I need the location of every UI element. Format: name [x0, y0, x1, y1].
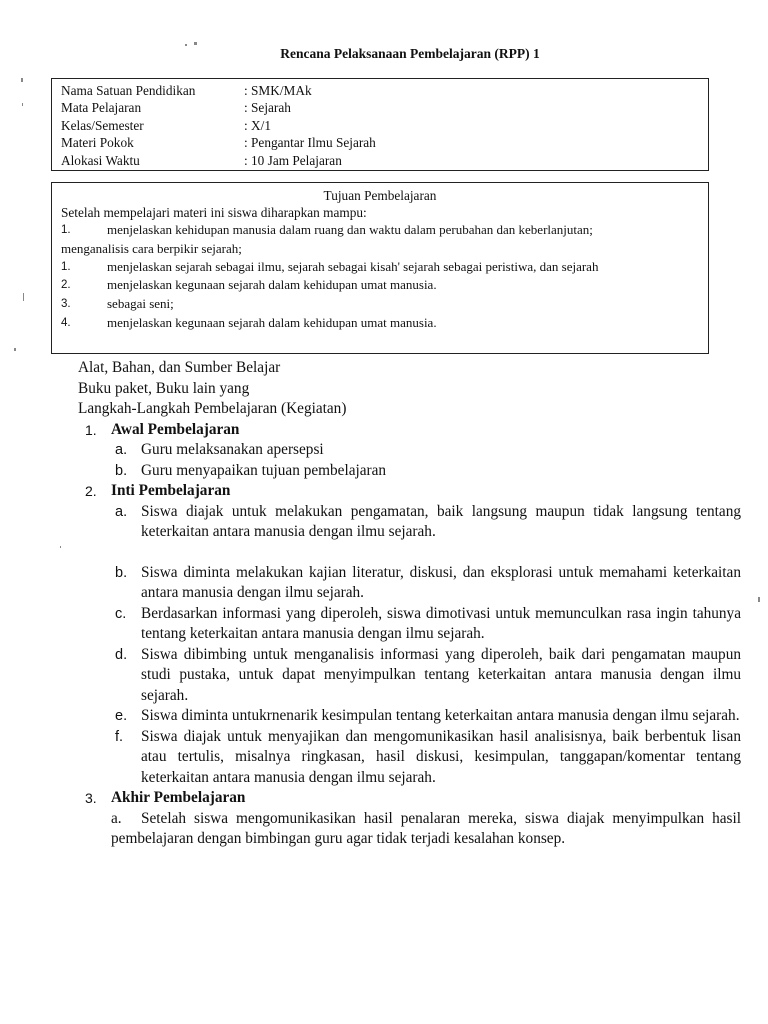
identity-value: : X/1 — [244, 117, 271, 133]
item-letter: d. — [115, 646, 128, 663]
list-item — [115, 563, 741, 604]
item-text: Siswa dibimbing untuk menganalisis informasi yang diperoleh, baik dari pengamatan maupun studi pustaka, untuk dapat menyimpulkan tentang keterkaitan antara manusia dengan ilmu sejarah. — [141, 645, 741, 704]
identity-value: : SMK/MAk — [244, 83, 312, 98]
steps-heading: Langkah-Langkah Pembelajaran (Kegiatan) — [78, 400, 347, 417]
identity-value: : Pengantar Ilmu Sejarah — [244, 135, 376, 151]
identity-row-school — [61, 82, 699, 99]
identity-table — [51, 78, 709, 171]
section-title: Awal Pembelajaran — [111, 420, 240, 438]
item-text: Siswa diajak untuk melakukan pengamatan, baik langsung maupun tidak langsung tentang keterkaitan antara manusia dengan ilmu sejarah. — [141, 502, 741, 540]
scan-speck — [21, 78, 23, 82]
objective-text: menjelaskan sejarah sebagai ilmu, sejarah sebagai kisah' sejarah sebagai peristiwa, dan sejarah — [107, 258, 599, 274]
item-letter: b. — [115, 462, 128, 479]
scan-speck — [22, 103, 23, 106]
objectives-box — [51, 182, 709, 354]
identity-label: Mata Pelajaran — [61, 100, 142, 116]
scan-speck — [14, 348, 16, 351]
item-letter: a. — [115, 442, 128, 458]
item-letter: c. — [115, 605, 127, 622]
identity-label: Nama Satuan Pendidikan — [61, 83, 196, 98]
list-item — [115, 440, 741, 461]
item-letter: e. — [115, 708, 128, 724]
scan-speck — [23, 293, 24, 301]
page-title: Rencana Pelaksanaan Pembelajaran (RPP) 1 — [280, 46, 540, 61]
item-text: Siswa diajak untuk menyajikan dan mengomunikasikan hasil analisisnya, baik berbentuk lisan atau tertulis, misalnya ringkasan, hasil diskusi, kesimpulan, tanggapan/komentar tentang keterkaitan antara manusia dengan ilmu sejarah. — [141, 727, 741, 786]
item-letter: a. — [111, 809, 122, 827]
objective-text: menjelaskan kegunaan sejarah dalam kehidupan umat manusia. — [107, 314, 437, 330]
section-heading — [85, 420, 741, 441]
objective-number: 2. — [61, 279, 71, 292]
item-letter: b. — [115, 564, 128, 581]
spacer — [78, 543, 741, 563]
section-heading — [85, 788, 741, 809]
objective-item — [61, 276, 699, 295]
list-item — [115, 502, 741, 543]
resources-heading: Alat, Bahan, dan Sumber Belajar — [78, 359, 281, 376]
list-item — [115, 706, 741, 727]
lesson-body — [78, 358, 741, 850]
item-text: Berdasarkan informasi yang diperoleh, siswa dimotivasi untuk memunculkan rasa ingin tahunya tentang keterkaitan antara manusia dengan ilmu sejarah. — [141, 604, 741, 642]
item-text: Guru melaksanakan apersepsi — [141, 441, 324, 458]
objective-item — [61, 295, 699, 314]
section-title: Akhir Pembelajaran — [111, 789, 246, 806]
item-text: Setelah siswa mengomunikasikan hasil penalaran mereka, siswa diajak menyimpulkan hasil pembelajaran dengan bimbingan guru agar tidak terjadi kesalahan konsep. — [111, 809, 741, 847]
objective-number: 4. — [61, 316, 71, 329]
section-number: 1. — [85, 421, 97, 438]
section-heading — [85, 481, 741, 502]
objectives-heading: Tujuan Pembelajaran — [323, 188, 437, 203]
objective-item — [61, 221, 699, 240]
objective-text: menjelaskan kehidupan manusia dalam ruang dan waktu dalam perubahan dan keberlanjutan; — [107, 222, 593, 237]
section-number: 3. — [85, 790, 97, 806]
objective-number: 1. — [61, 224, 71, 236]
list-item — [115, 727, 741, 789]
objective-text: menjelaskan kegunaan sejarah dalam kehidupan umat manusia. — [107, 277, 437, 293]
list-item — [115, 461, 741, 482]
objective-item — [61, 314, 699, 333]
objective-text: sebagai seni; — [107, 296, 174, 312]
identity-row-class — [61, 117, 699, 134]
resources-text: Buku paket, Buku lain yang — [78, 379, 250, 397]
objective-number: 1. — [61, 260, 71, 273]
item-letter: f. — [115, 728, 124, 745]
identity-value: : 10 Jam Pelajaran — [244, 152, 342, 168]
item-text: Siswa diminta melakukan kajian literatur, diskusi, dan eksplorasi untuk memahami keterkaitan antara manusia dengan ilmu sejarah. — [141, 563, 741, 601]
section-title: Inti Pembelajaran — [111, 482, 231, 499]
objectives-intro: Setelah mempelajari materi ini siswa diharapkan mampu: — [61, 205, 367, 220]
list-item — [115, 645, 741, 707]
identity-row-time — [61, 152, 699, 169]
identity-row-topic — [61, 134, 699, 151]
scan-speck — [60, 546, 61, 548]
objective-item — [61, 258, 699, 277]
identity-label: Materi Pokok — [61, 135, 134, 151]
item-letter: a. — [115, 503, 128, 520]
scan-speck — [758, 597, 760, 602]
identity-value: : Sejarah — [244, 100, 291, 116]
item-text: Guru menyapaikan tujuan pembelajaran — [141, 461, 387, 479]
objective-continuation: menganalisis cara berpikir sejarah; — [61, 240, 242, 256]
scan-speck — [194, 42, 197, 45]
identity-label: Kelas/Semester — [61, 117, 144, 133]
objective-number: 3. — [61, 298, 71, 311]
identity-label: Alokasi Waktu — [61, 152, 140, 168]
item-text: Siswa diminta untukrnenarik kesimpulan tentang keterkaitan antara manusia dengan ilmu sejarah. — [141, 707, 740, 724]
section-number: 2. — [85, 483, 97, 499]
list-item — [115, 604, 741, 645]
identity-row-subject — [61, 99, 699, 116]
list-item — [111, 809, 741, 850]
